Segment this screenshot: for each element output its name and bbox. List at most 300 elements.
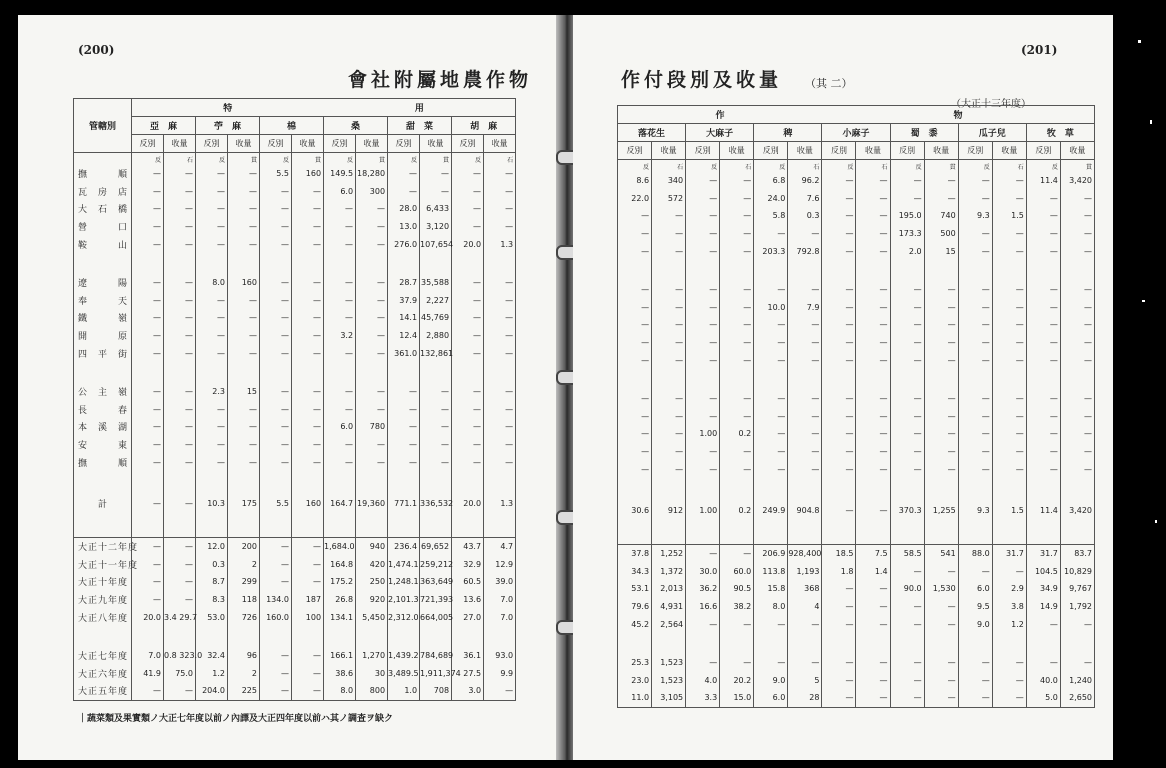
- table-row: [74, 608, 516, 626]
- unit-cell: 反: [754, 160, 788, 173]
- unit-cell: 貫: [420, 153, 452, 166]
- table-cell: —: [754, 334, 788, 352]
- group-header-2: 用: [324, 99, 516, 117]
- table-cell: —: [1026, 190, 1060, 208]
- table-cell: —: [822, 334, 856, 352]
- table-cell: —: [356, 401, 388, 419]
- table-cell: —: [822, 671, 856, 689]
- table-cell: 9.3: [958, 207, 992, 225]
- table-row: [618, 633, 1095, 654]
- table-cell: —: [420, 436, 452, 454]
- table-cell: —: [686, 460, 720, 478]
- unit-label-cell: [74, 153, 132, 166]
- table-cell: —: [618, 408, 652, 426]
- table-cell: [618, 478, 652, 499]
- table-cell: —: [132, 436, 164, 454]
- table-row: [618, 499, 1095, 523]
- left-page: [18, 15, 558, 760]
- table-cell: 6.0: [958, 580, 992, 598]
- table-cell: —: [228, 200, 260, 218]
- table-cell: [686, 633, 720, 654]
- table-cell: —: [452, 344, 484, 362]
- table-cell: —: [196, 165, 228, 183]
- table-cell: —: [356, 436, 388, 454]
- table-cell: —: [420, 401, 452, 419]
- table-cell: [292, 516, 324, 538]
- table-row: [74, 274, 516, 292]
- table-cell: —: [132, 537, 164, 555]
- table-cell: —: [452, 183, 484, 201]
- row-label: [74, 362, 132, 383]
- table-cell: [132, 253, 164, 274]
- table-cell: —: [618, 334, 652, 352]
- table-cell: 104.5: [1026, 563, 1060, 581]
- table-cell: 11.4: [1026, 499, 1060, 523]
- table-cell: 0.3: [788, 207, 822, 225]
- table-cell: —: [1060, 390, 1094, 408]
- table-cell: —: [822, 615, 856, 633]
- table-cell: 31.7: [1026, 544, 1060, 562]
- table-cell: 0.2: [720, 425, 754, 443]
- table-cell: [356, 253, 388, 274]
- table-cell: —: [686, 390, 720, 408]
- year-note: （大正十三年度）: [951, 99, 1031, 110]
- table-cell: —: [890, 654, 924, 672]
- table-cell: —: [1060, 242, 1094, 260]
- table-cell: 20.0: [452, 235, 484, 253]
- table-cell: 4,931: [652, 598, 686, 616]
- table-cell: —: [228, 453, 260, 471]
- table-cell: —: [356, 383, 388, 401]
- table-cell: —: [890, 563, 924, 581]
- table-cell: 5.0: [1026, 689, 1060, 707]
- table-cell: —: [890, 172, 924, 190]
- crop-header: 落花生: [618, 124, 686, 142]
- table-cell: 1,530: [924, 580, 958, 598]
- table-cell: —: [822, 172, 856, 190]
- table-cell: [788, 369, 822, 390]
- table-cell: —: [1060, 443, 1094, 461]
- table-cell: —: [720, 544, 754, 562]
- table-cell: —: [788, 334, 822, 352]
- table-cell: [228, 626, 260, 647]
- table-cell: [822, 369, 856, 390]
- table-cell: 28.7: [388, 274, 420, 292]
- table-cell: 5.5: [260, 165, 292, 183]
- table-cell: —: [924, 408, 958, 426]
- table-cell: 11.4: [1026, 172, 1060, 190]
- table-cell: 28.0: [388, 200, 420, 218]
- table-cell: —: [228, 309, 260, 327]
- table-cell: 792.8: [788, 242, 822, 260]
- table-cell: —: [1060, 207, 1094, 225]
- table-cell: —: [260, 436, 292, 454]
- table-cell: 8.0: [196, 274, 228, 292]
- table-cell: 940: [356, 537, 388, 555]
- table-cell: —: [164, 183, 196, 201]
- table-cell: 164.8: [324, 556, 356, 574]
- table-cell: —: [132, 218, 164, 236]
- table-cell: —: [484, 418, 516, 436]
- table-cell: 225: [228, 682, 260, 700]
- table-cell: 173.3: [890, 225, 924, 243]
- table-cell: —: [260, 344, 292, 362]
- table-row: [618, 225, 1095, 243]
- table-cell: —: [720, 172, 754, 190]
- crop-header: 瓜子兒: [958, 124, 1026, 142]
- table-cell: [388, 626, 420, 647]
- table-cell: —: [754, 351, 788, 369]
- table-cell: [1060, 478, 1094, 499]
- table-cell: 3.3: [686, 689, 720, 707]
- table-cell: 160.0: [260, 608, 292, 626]
- table-cell: [788, 478, 822, 499]
- row-label: 撫 順: [74, 453, 132, 471]
- table-cell: —: [686, 225, 720, 243]
- table-cell: 3.4 29.7: [164, 608, 196, 626]
- row-label: 大正十一年度: [74, 556, 132, 574]
- table-cell: —: [484, 218, 516, 236]
- table-cell: —: [1026, 425, 1060, 443]
- table-cell: 2,564: [652, 615, 686, 633]
- table-cell: —: [924, 563, 958, 581]
- table-cell: —: [164, 436, 196, 454]
- table-cell: —: [924, 390, 958, 408]
- table-cell: 12.4: [388, 327, 420, 345]
- table-cell: —: [618, 207, 652, 225]
- table-cell: 18,280: [356, 165, 388, 183]
- table-row: [74, 344, 516, 362]
- table-cell: —: [788, 351, 822, 369]
- group-header-1: 特: [132, 99, 324, 117]
- table-cell: [484, 471, 516, 492]
- table-cell: —: [324, 200, 356, 218]
- table-cell: —: [1026, 390, 1060, 408]
- table-cell: —: [992, 172, 1026, 190]
- table-row: [618, 172, 1095, 190]
- table-cell: —: [164, 573, 196, 591]
- yield-subheader: 收量: [484, 135, 516, 153]
- table-cell: [196, 516, 228, 538]
- table-cell: 1,255: [924, 499, 958, 523]
- table-row: [618, 544, 1095, 562]
- table-cell: —: [164, 537, 196, 555]
- table-cell: 1.00: [686, 425, 720, 443]
- table-cell: 90.5: [720, 580, 754, 598]
- table-cell: 721,393: [420, 591, 452, 609]
- table-cell: 276.0: [388, 235, 420, 253]
- unit-cell: 反: [388, 153, 420, 166]
- table-cell: [924, 369, 958, 390]
- row-label: 鐵 嶺: [74, 309, 132, 327]
- table-cell: 15: [228, 383, 260, 401]
- table-cell: —: [890, 334, 924, 352]
- table-cell: 7.0: [132, 647, 164, 665]
- table-cell: [856, 523, 890, 545]
- table-cell: —: [822, 316, 856, 334]
- table-cell: —: [260, 200, 292, 218]
- table-cell: —: [132, 344, 164, 362]
- table-cell: 1,684.0: [324, 537, 356, 555]
- table-cell: 4.0: [686, 671, 720, 689]
- table-row: [74, 492, 516, 516]
- table-cell: 2: [228, 664, 260, 682]
- table-cell: —: [420, 453, 452, 471]
- table-cell: 928,400: [788, 544, 822, 562]
- crop-header: 大麻子: [686, 124, 754, 142]
- table-cell: —: [992, 390, 1026, 408]
- table-cell: 3.0: [452, 682, 484, 700]
- table-cell: [720, 633, 754, 654]
- table-cell: 5.5: [260, 492, 292, 516]
- table-row: [618, 316, 1095, 334]
- table-cell: —: [720, 654, 754, 672]
- table-cell: [324, 516, 356, 538]
- table-cell: 1,252: [652, 544, 686, 562]
- table-cell: [452, 471, 484, 492]
- table-cell: —: [686, 242, 720, 260]
- table-cell: —: [484, 344, 516, 362]
- table-cell: 708: [420, 682, 452, 700]
- table-cell: 6.0: [754, 689, 788, 707]
- table-cell: —: [992, 654, 1026, 672]
- table-cell: —: [618, 299, 652, 317]
- row-label: 本 溪 湖: [74, 418, 132, 436]
- table-cell: 37.8: [618, 544, 652, 562]
- table-cell: —: [324, 309, 356, 327]
- table-cell: 90.0: [890, 580, 924, 598]
- table-cell: —: [822, 207, 856, 225]
- table-cell: —: [924, 425, 958, 443]
- table-cell: [754, 633, 788, 654]
- table-cell: —: [164, 274, 196, 292]
- table-cell: —: [992, 190, 1026, 208]
- table-cell: —: [260, 183, 292, 201]
- table-cell: —: [856, 654, 890, 672]
- table-cell: —: [924, 598, 958, 616]
- table-cell: 88.0: [958, 544, 992, 562]
- table-row: [74, 165, 516, 183]
- table-cell: 38.2: [720, 598, 754, 616]
- table-cell: —: [484, 453, 516, 471]
- table-cell: [1026, 478, 1060, 499]
- table-cell: —: [856, 408, 890, 426]
- table-cell: [164, 253, 196, 274]
- table-cell: 2.9: [992, 580, 1026, 598]
- table-cell: —: [822, 242, 856, 260]
- table-cell: —: [164, 344, 196, 362]
- table-cell: 36.1: [452, 647, 484, 665]
- table-cell: —: [164, 401, 196, 419]
- table-cell: 3.8: [992, 598, 1026, 616]
- table-cell: —: [420, 165, 452, 183]
- table-cell: —: [292, 401, 324, 419]
- row-label: 營 口: [74, 218, 132, 236]
- table-cell: —: [856, 299, 890, 317]
- table-cell: 30.0: [686, 563, 720, 581]
- table-cell: —: [1060, 334, 1094, 352]
- table-cell: 2,312.0: [388, 608, 420, 626]
- unit-row: [74, 153, 516, 166]
- table-cell: —: [958, 425, 992, 443]
- table-cell: [992, 369, 1026, 390]
- table-row: [74, 418, 516, 436]
- table-cell: [1026, 369, 1060, 390]
- table-cell: 203.3: [754, 242, 788, 260]
- table-cell: 236.4: [388, 537, 420, 555]
- table-cell: —: [228, 218, 260, 236]
- table-cell: —: [992, 281, 1026, 299]
- table-cell: 134.0: [260, 591, 292, 609]
- table-cell: —: [992, 460, 1026, 478]
- table-cell: 340: [652, 172, 686, 190]
- table-cell: [1026, 633, 1060, 654]
- table-cell: —: [958, 334, 992, 352]
- area-subheader: 反別: [196, 135, 228, 153]
- table-cell: —: [958, 299, 992, 317]
- table-cell: —: [164, 235, 196, 253]
- table-cell: [356, 516, 388, 538]
- table-row: [74, 556, 516, 574]
- table-cell: 6,433: [420, 200, 452, 218]
- table-cell: 0.2: [720, 499, 754, 523]
- table-cell: 3,420: [1060, 499, 1094, 523]
- table-cell: —: [132, 418, 164, 436]
- row-label: 大正六年度: [74, 664, 132, 682]
- crop-header: 苧 麻: [196, 117, 260, 135]
- table-cell: [720, 369, 754, 390]
- table-cell: 3.2: [324, 327, 356, 345]
- table-cell: —: [484, 200, 516, 218]
- table-cell: [822, 478, 856, 499]
- row-label: [74, 253, 132, 274]
- table-row: [618, 207, 1095, 225]
- table-cell: 166.1: [324, 647, 356, 665]
- table-cell: —: [356, 453, 388, 471]
- jurisdiction-header: 管轄別: [74, 99, 132, 153]
- crop-header: 棉: [260, 117, 324, 135]
- unit-cell: 貫: [356, 153, 388, 166]
- table-cell: 34.3: [618, 563, 652, 581]
- yield-subheader: 收量: [992, 142, 1026, 160]
- table-cell: [196, 471, 228, 492]
- table-cell: [388, 516, 420, 538]
- table-cell: —: [652, 460, 686, 478]
- table-cell: —: [196, 235, 228, 253]
- table-row: [618, 260, 1095, 281]
- crop-header: 小麻子: [822, 124, 890, 142]
- table-cell: —: [452, 453, 484, 471]
- table-cell: —: [292, 436, 324, 454]
- table-cell: —: [822, 580, 856, 598]
- table-cell: [856, 478, 890, 499]
- left-page-title: 會社附屬地農作物: [348, 69, 533, 91]
- table-cell: [992, 523, 1026, 545]
- table-cell: 541: [924, 544, 958, 562]
- unit-cell: 石: [164, 153, 196, 166]
- table-cell: 3,420: [1060, 172, 1094, 190]
- table-cell: 41.9: [132, 664, 164, 682]
- table-cell: —: [822, 299, 856, 317]
- table-cell: [260, 362, 292, 383]
- table-cell: [324, 253, 356, 274]
- table-cell: 175: [228, 492, 260, 516]
- table-cell: —: [890, 689, 924, 707]
- table-cell: [686, 260, 720, 281]
- table-cell: —: [484, 165, 516, 183]
- table-row: [74, 647, 516, 665]
- table-cell: —: [754, 316, 788, 334]
- unit-row: [618, 160, 1095, 173]
- table-cell: —: [260, 647, 292, 665]
- table-cell: 572: [652, 190, 686, 208]
- row-label: 四 平 街: [74, 344, 132, 362]
- table-cell: —: [484, 292, 516, 310]
- table-cell: 1,240: [1060, 671, 1094, 689]
- table-cell: 363,649: [420, 573, 452, 591]
- table-cell: —: [720, 390, 754, 408]
- table-cell: —: [132, 327, 164, 345]
- table-cell: [788, 523, 822, 545]
- table-cell: —: [324, 274, 356, 292]
- unit-cell: 貫: [292, 153, 324, 166]
- table-cell: 7.6: [788, 190, 822, 208]
- table-cell: 1.0: [388, 682, 420, 700]
- table-cell: [958, 523, 992, 545]
- table-cell: —: [720, 242, 754, 260]
- table-cell: —: [618, 225, 652, 243]
- table-cell: 771.1: [388, 492, 420, 516]
- table-cell: —: [1026, 316, 1060, 334]
- table-cell: —: [484, 436, 516, 454]
- unit-cell: 反: [618, 160, 652, 173]
- group-header-4: 物: [822, 106, 1095, 124]
- table-cell: [618, 633, 652, 654]
- table-cell: 368: [788, 580, 822, 598]
- table-cell: [164, 362, 196, 383]
- unit-cell: 石: [788, 160, 822, 173]
- table-cell: —: [260, 682, 292, 700]
- yield-subheader: 收量: [652, 142, 686, 160]
- table-cell: 361.0: [388, 344, 420, 362]
- left-page-number: (200): [78, 43, 115, 57]
- table-row: [618, 460, 1095, 478]
- table-cell: —: [720, 408, 754, 426]
- scan-speck: [1150, 120, 1152, 124]
- table-cell: —: [420, 383, 452, 401]
- table-cell: —: [292, 647, 324, 665]
- table-cell: [652, 633, 686, 654]
- table-cell: —: [890, 615, 924, 633]
- table-cell: 20.2: [720, 671, 754, 689]
- row-label: 大正五年度: [74, 682, 132, 700]
- table-cell: 920: [356, 591, 388, 609]
- table-cell: 160: [292, 492, 324, 516]
- table-cell: —: [292, 573, 324, 591]
- table-cell: 1,523: [652, 654, 686, 672]
- table-cell: —: [132, 274, 164, 292]
- table-cell: —: [196, 200, 228, 218]
- table-cell: 2,650: [1060, 689, 1094, 707]
- table-cell: [324, 471, 356, 492]
- table-cell: [720, 478, 754, 499]
- table-cell: [196, 253, 228, 274]
- table-row: [618, 390, 1095, 408]
- table-cell: [788, 260, 822, 281]
- table-cell: [132, 471, 164, 492]
- table-cell: [484, 362, 516, 383]
- table-cell: —: [292, 664, 324, 682]
